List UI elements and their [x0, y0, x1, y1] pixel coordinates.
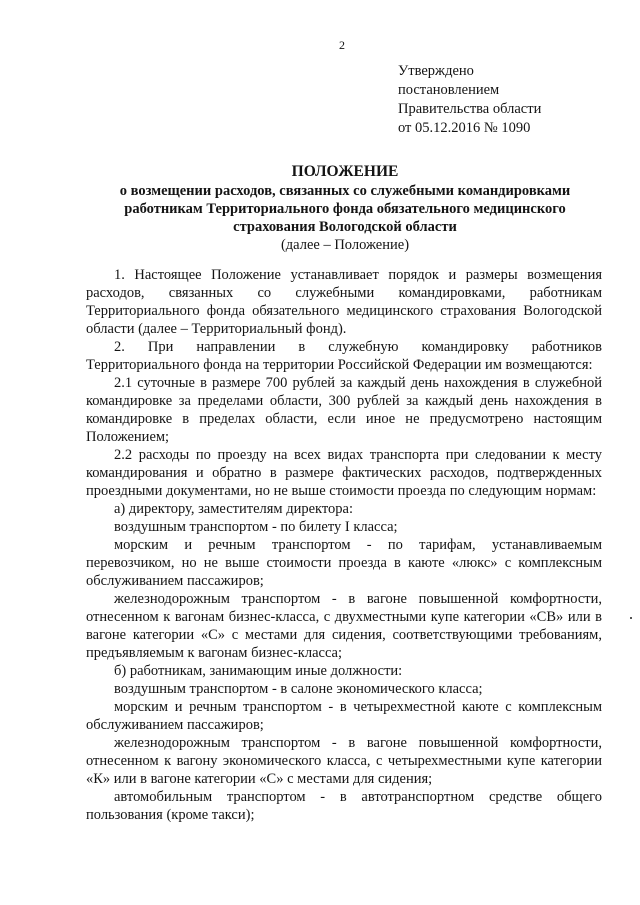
subsection-a-sea: морским и речным транспортом - по тарифам, устанавливаемым перевозчиком, но не выше стоимости проезда в каюте «люкс» с комплексным обслуживанием пассажиров;: [86, 537, 602, 589]
paragraph-2: 2. При направлении в служебную командировку работников Территориального фонда на территории Российской Федерации им возмещаются:: [86, 339, 602, 373]
approval-stamp: [398, 62, 541, 138]
document-alias: (далее – Положение): [280, 237, 410, 253]
document-subtitle-line: о возмещении расходов, связанных со служебными командировками: [119, 183, 571, 199]
document-heading: ПОЛОЖЕНИЕ: [291, 163, 399, 180]
document-subtitle-line: страхования Вологодской области: [233, 219, 457, 235]
subsection-b-auto: автомобильным транспортом - в автотранспортном средстве общего пользования (кроме такси);: [86, 789, 602, 823]
subsection-b-rail: железнодорожным транспортом - в вагоне повышенной комфортности, отнесенном к вагону экономического класса, с четырехместными купе категории «К» или в вагоне категории «С» с местами для сидения;: [86, 735, 602, 787]
document-subtitle-line: работникам Территориального фонда обязательного медицинского: [124, 201, 566, 217]
subsection-b-sea: морским и речным транспортом - в четырехместной каюте с комплексным обслуживанием пассажиров;: [86, 699, 602, 733]
subsection-a-rail: железнодорожным транспортом - в вагоне повышенной комфортности, отнесенном к вагонам бизнес-класса, с двухместными купе категории «СВ» или в вагоне категории «С» с местами для сидения, соответствующими требованиям, предъявляемым к вагонам бизнес-класса;: [86, 591, 602, 661]
paragraph-1: 1. Настоящее Положение устанавливает порядок и размеры возмещения расходов, связанных со служебными командировками, работникам Территориального фонда обязательного медицинского страхования Вологодской области (далее – Территориальный фонд).: [86, 267, 602, 337]
subsection-b-air: воздушным транспортом - в салоне экономического класса;: [114, 681, 483, 697]
document-body: [86, 266, 602, 824]
subsection-a-heading: а) директору, заместителям директора:: [114, 501, 354, 517]
approval-date-line: от 05.12.2016 № 1090: [398, 120, 531, 136]
approval-line: Правительства области: [398, 101, 542, 117]
document-title-block: [80, 162, 610, 254]
paragraph-2-1: 2.1 суточные в размере 700 рублей за каждый день нахождения в служебной командировке за пределами области, 300 рублей за каждый день нахождения в командировке в пределах области, если иное не предусмотрено настоящим Положением;: [86, 375, 602, 445]
page-number: 2: [339, 38, 345, 52]
subsection-b-heading: б) работникам, занимающим иные должности:: [114, 663, 403, 679]
approval-line: Утверждено: [398, 63, 474, 79]
paragraph-2-2: 2.2 расходы по проезду на всех видах транспорта при следовании к месту командирования и обратно в размере фактических расходов, подтвержденных проездными документами, но не выше стоимости проезда по следующим нормам:: [86, 447, 602, 499]
scan-speck: [630, 617, 632, 619]
subsection-a-air: воздушным транспортом - по билету I класса;: [114, 519, 398, 535]
approval-line: постановлением: [398, 82, 500, 98]
